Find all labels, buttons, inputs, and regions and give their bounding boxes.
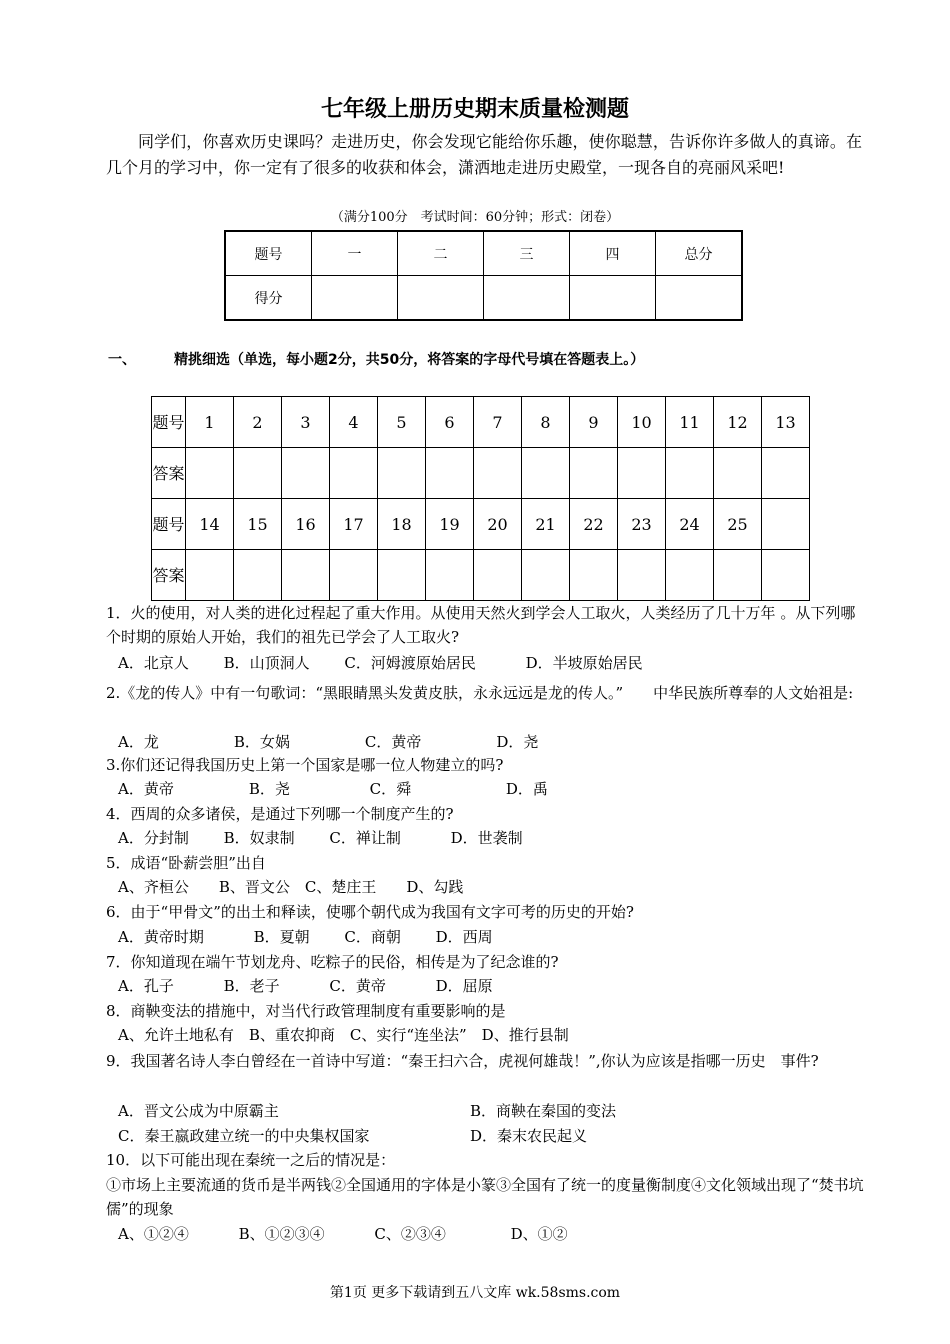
score-header: 三 [484, 231, 570, 276]
answer-question-number: 20 [474, 499, 522, 550]
exam-meta: （满分100分 考试时间：60分钟；形式：闭卷） [330, 210, 620, 225]
question-3: 3.你们还记得我国历史上第一个国家是哪一位人物建立的吗? [106, 756, 504, 774]
question-9-option-b: B．商鞅在秦国的变法 [470, 1102, 617, 1120]
question-9-option-c: C．秦王嬴政建立统一的中央集权国家 [118, 1127, 370, 1145]
answer-question-number: 24 [666, 499, 714, 550]
answer-cell[interactable] [714, 448, 762, 499]
section-number: 一、 [108, 352, 136, 368]
answer-question-number: 14 [186, 499, 234, 550]
answer-cell[interactable] [666, 448, 714, 499]
question-10-options: A、①②④ B、①②③④ C、②③④ D、①② [118, 1225, 568, 1243]
answer-cell[interactable] [426, 550, 474, 601]
question-1: 1．火的使用，对人类的进化过程起了重大作用。从使用天然火到学会人工取火，人类经历了几十万年 。从下列哪个时期的原始人开始，我们的祖先已学会了人工取火? [106, 604, 856, 646]
question-5-options: A、齐桓公 B、晋文公 C、楚庄王 D、勾践 [118, 878, 464, 896]
answer-cell[interactable] [186, 448, 234, 499]
answer-cell[interactable] [762, 550, 810, 601]
answer-question-number [762, 499, 810, 550]
answer-cell[interactable] [330, 550, 378, 601]
answer-cell[interactable] [186, 550, 234, 601]
answer-cell[interactable] [570, 448, 618, 499]
answer-a-label: 答案 [152, 550, 186, 601]
score-cell[interactable] [656, 276, 743, 321]
answer-cell[interactable] [426, 448, 474, 499]
question-10-detail: ①市场上主要流通的货币是半两钱②全国通用的字体是小篆③全国有了统一的度量衡制度④文化领域出现了“焚书坑儒”的现象 [106, 1176, 864, 1218]
answer-q-label: 题号 [152, 499, 186, 550]
answer-cell[interactable] [522, 448, 570, 499]
answer-cell[interactable] [378, 550, 426, 601]
answer-question-number: 13 [762, 397, 810, 448]
answer-cell[interactable] [666, 550, 714, 601]
question-3-options: A．黄帝 B．尧 C．舜 D．禹 [118, 780, 548, 798]
answer-question-number: 4 [330, 397, 378, 448]
answer-table [151, 396, 810, 601]
question-10: 10．以下可能出现在秦统一之后的情况是： [106, 1151, 396, 1169]
answer-question-number: 11 [666, 397, 714, 448]
score-table [224, 230, 743, 321]
answer-cell[interactable] [282, 550, 330, 601]
page-footer: 第1页 更多下载请到五八文库 wk.58sms.com [329, 1285, 621, 1301]
question-5: 5．成语“卧薪尝胆”出自 [106, 854, 266, 872]
answer-question-number: 23 [618, 499, 666, 550]
answer-question-number: 21 [522, 499, 570, 550]
question-4: 4．西周的众多诸侯，是通过下列哪一个制度产生的? [106, 805, 454, 823]
question-9-option-d: D．秦末农民起义 [470, 1127, 588, 1145]
question-7-options: A．孔子 B．老子 C．黄帝 D．屈原 [118, 977, 493, 995]
section-text: 精挑细选（单选，每小题2分，共50分，将答案的字母代号填在答题表上。） [174, 352, 645, 368]
section-heading [108, 349, 644, 369]
answer-cell[interactable] [762, 448, 810, 499]
score-cell[interactable] [312, 276, 398, 321]
question-6: 6．由于“甲骨文”的出土和释读，使哪个朝代成为我国有文字可考的历史的开始? [106, 903, 634, 921]
answer-cell[interactable] [474, 448, 522, 499]
answer-question-number: 10 [618, 397, 666, 448]
answer-cell[interactable] [378, 448, 426, 499]
answer-question-number: 19 [426, 499, 474, 550]
score-header: 二 [398, 231, 484, 276]
answer-question-number: 1 [186, 397, 234, 448]
answer-question-number: 9 [570, 397, 618, 448]
question-9: 9．我国著名诗人李白曾经在一首诗中写道：“秦王扫六合，虎视何雄哉！”,你认为应该是指哪一历史 事件? [106, 1052, 819, 1070]
page-title: 七年级上册历史期末质量检测题 [320, 97, 629, 122]
answer-cell[interactable] [282, 448, 330, 499]
answer-question-number: 17 [330, 499, 378, 550]
intro-paragraph: 同学们，你喜欢历史课吗？走进历史，你会发现它能给你乐趣，使你聪慧，告诉你许多做人的真谛。在几个月的学习中，你一定有了很多的收获和体会，潇洒地走进历史殿堂，一现各自的亮丽风采吧! [106, 132, 862, 177]
answer-question-number: 3 [282, 397, 330, 448]
question-9-option-a: A．晋文公成为中原霸主 [118, 1102, 279, 1120]
answer-question-number: 5 [378, 397, 426, 448]
question-7: 7．你知道现在端午节划龙舟、吃粽子的民俗，相传是为了纪念谁的? [106, 953, 559, 971]
answer-question-number: 25 [714, 499, 762, 550]
answer-question-number: 22 [570, 499, 618, 550]
answer-cell[interactable] [234, 550, 282, 601]
answer-cell[interactable] [330, 448, 378, 499]
score-header: 题号 [225, 231, 312, 276]
answer-cell[interactable] [234, 448, 282, 499]
answer-q-label: 题号 [152, 397, 186, 448]
answer-cell[interactable] [618, 448, 666, 499]
answer-question-number: 16 [282, 499, 330, 550]
score-cell[interactable] [484, 276, 570, 321]
answer-question-number: 18 [378, 499, 426, 550]
score-row-label: 得分 [225, 276, 312, 321]
score-cell[interactable] [570, 276, 656, 321]
answer-question-number: 6 [426, 397, 474, 448]
answer-cell[interactable] [522, 550, 570, 601]
answer-question-number: 15 [234, 499, 282, 550]
answer-question-number: 2 [234, 397, 282, 448]
answer-question-number: 8 [522, 397, 570, 448]
answer-question-number: 7 [474, 397, 522, 448]
score-cell[interactable] [398, 276, 484, 321]
score-header: 四 [570, 231, 656, 276]
question-4-options: A．分封制 B．奴隶制 C．禅让制 D．世袭制 [118, 829, 523, 847]
score-header: 总分 [656, 231, 743, 276]
question-8-options: A、允许土地私有 B、重农抑商 C、实行“连坐法” D、推行县制 [118, 1026, 569, 1044]
answer-cell[interactable] [714, 550, 762, 601]
question-2-options: A．龙 B．女娲 C．黄帝 D．尧 [118, 733, 539, 751]
answer-a-label: 答案 [152, 448, 186, 499]
score-header: 一 [312, 231, 398, 276]
question-2: 2.《龙的传人》中有一句歌词：“黑眼睛黑头发黄皮肤，永永远远是龙的传人。” 中华民族所尊奉的人文始祖是: [106, 684, 854, 702]
answer-cell[interactable] [570, 550, 618, 601]
answer-question-number: 12 [714, 397, 762, 448]
answer-cell[interactable] [474, 550, 522, 601]
answer-cell[interactable] [618, 550, 666, 601]
question-1-options: A．北京人 B．山顶洞人 C．河姆渡原始居民 D．半坡原始居民 [118, 654, 643, 672]
question-8: 8．商鞅变法的措施中，对当代行政管理制度有重要影响的是 [106, 1002, 506, 1020]
question-6-options: A．黄帝时期 B．夏朝 C．商朝 D．西周 [118, 928, 493, 946]
